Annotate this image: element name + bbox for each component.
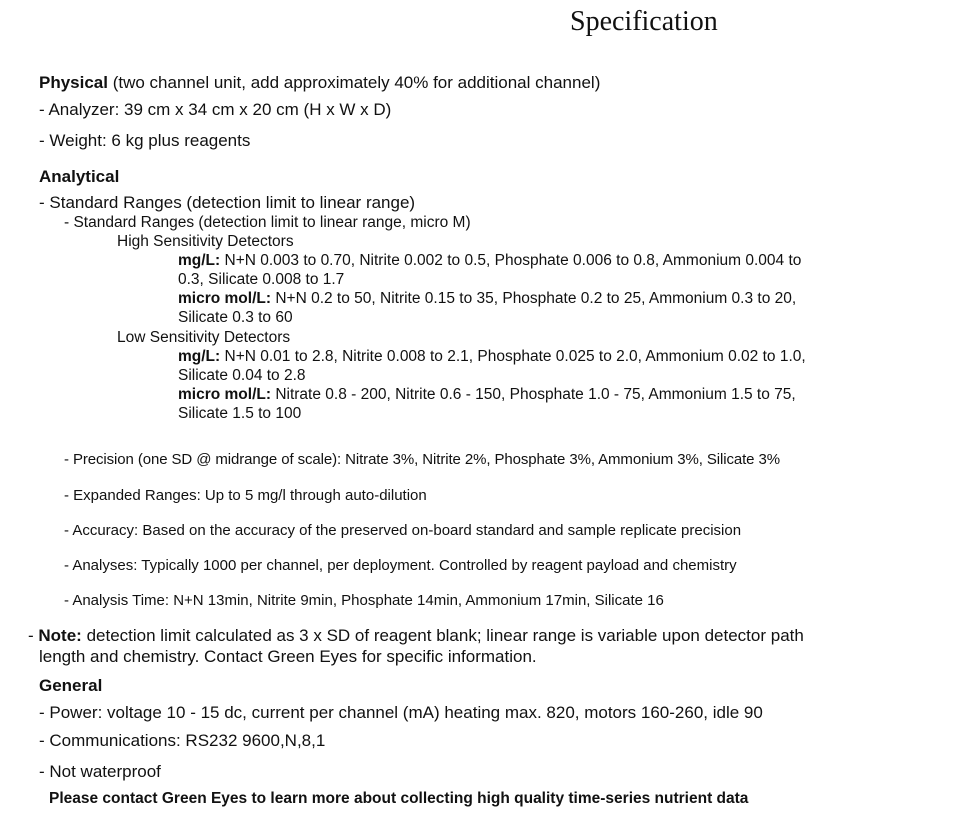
physical-line — [39, 73, 600, 93]
high-mgl-label: mg/L: — [178, 252, 221, 269]
high-umol-values: N+N 0.2 to 50, Nitrite 0.15 to 35, Phosphate 0.2 to 25, Ammonium 0.3 to 20, — [271, 290, 797, 307]
low-umol-label: micro mol/L: — [178, 386, 272, 403]
physical-note: (two channel unit, add approximately 40% for additional channel) — [108, 73, 601, 92]
high-umol-values-cont: Silicate 0.3 to 60 — [178, 309, 293, 326]
note-prefix: - — [28, 626, 39, 645]
low-umol-values: Nitrate 0.8 - 200, Nitrite 0.6 - 150, Phosphate 1.0 - 75, Ammonium 1.5 to 75, — [271, 386, 796, 403]
high-mgl-values: N+N 0.003 to 0.70, Nitrite 0.002 to 0.5, Phosphate 0.006 to 0.8, Ammonium 0.004 to — [220, 252, 802, 269]
note-line — [28, 626, 804, 646]
standard-ranges: - Standard Ranges (detection limit to linear range) — [39, 193, 416, 212]
high-umol-label: micro mol/L: — [178, 290, 272, 307]
power-spec: - Power: voltage 10 - 15 dc, current per channel (mA) heating max. 820, motors 160-260, idle 90 — [39, 703, 763, 722]
low-umol-line — [178, 386, 796, 404]
communications-spec: - Communications: RS232 9600,N,8,1 — [39, 731, 326, 750]
waterproof-spec: - Not waterproof — [39, 762, 161, 781]
high-umol-line — [178, 290, 796, 308]
standard-ranges-micro: - Standard Ranges (detection limit to linear range, micro M) — [64, 214, 471, 231]
low-mgl-label: mg/L: — [178, 348, 221, 365]
footer-contact: Please contact Green Eyes to learn more about collecting high quality time-series nutrient data — [49, 790, 749, 807]
note-text: detection limit calculated as 3 x SD of reagent blank; linear range is variable upon detector path — [81, 626, 804, 645]
high-mgl-values-cont: 0.3, Silicate 0.008 to 1.7 — [178, 271, 345, 288]
analysis-time-spec: - Analysis Time: N+N 13min, Nitrite 9min, Phosphate 14min, Ammonium 17min, Silicate 16 — [64, 592, 664, 609]
physical-heading: Physical — [39, 73, 108, 92]
high-mgl-line — [178, 252, 801, 270]
precision-spec: - Precision (one SD @ midrange of scale): Nitrate 3%, Nitrite 2%, Phosphate 3%, Ammonium 3%, Silicate 3% — [64, 451, 780, 468]
low-umol-values-cont: Silicate 1.5 to 100 — [178, 405, 302, 422]
high-sensitivity-heading: High Sensitivity Detectors — [117, 233, 294, 250]
low-mgl-values-cont: Silicate 0.04 to 2.8 — [178, 367, 306, 384]
analyses-spec: - Analyses: Typically 1000 per channel, per deployment. Controlled by reagent payload and chemistry — [64, 557, 737, 574]
general-heading: General — [39, 676, 103, 695]
weight-spec: - Weight: 6 kg plus reagents — [39, 131, 251, 150]
note-text-cont: length and chemistry. Contact Green Eyes for specific information. — [39, 647, 537, 666]
low-mgl-values: N+N 0.01 to 2.8, Nitrite 0.008 to 2.1, Phosphate 0.025 to 2.0, Ammonium 0.02 to 1.0, — [220, 348, 806, 365]
accuracy-spec: - Accuracy: Based on the accuracy of the preserved on-board standard and sample replicate precision — [64, 522, 742, 539]
page-title: Specification — [570, 6, 718, 37]
low-mgl-line — [178, 348, 806, 366]
expanded-ranges-spec: - Expanded Ranges: Up to 5 mg/l through auto-dilution — [64, 487, 427, 504]
analytical-heading: Analytical — [39, 167, 120, 186]
analyzer-spec: - Analyzer: 39 cm x 34 cm x 20 cm (H x W x D) — [39, 100, 392, 119]
note-label: Note: — [38, 626, 82, 645]
low-sensitivity-heading: Low Sensitivity Detectors — [117, 329, 291, 346]
